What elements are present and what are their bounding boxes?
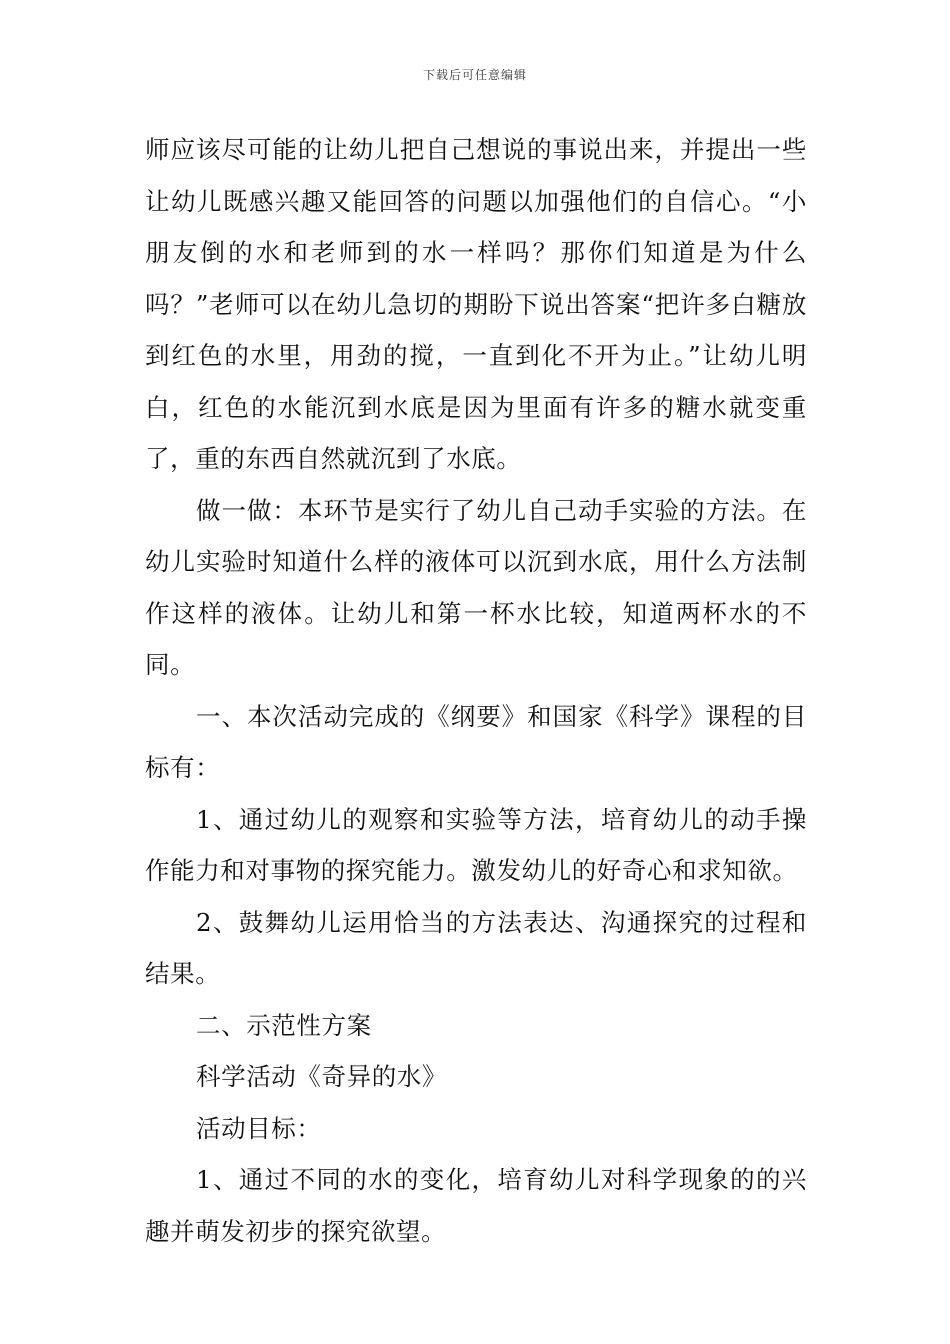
page-header-note: 下载后可任意编辑 [422, 68, 527, 82]
paragraph-continuation: 师应该尽可能的让幼儿把自己想说的事说出来，并提出一些让幼儿既感兴趣又能回答的问题以加强他们的自信心。“小朋友倒的水和老师到的水一样吗？那你们知道是为什么吗？”老师可以在幼儿急切的期盼下说出答案“把许多白糖放到红色的水里，用劲的搅，一直到化不开为止。”让幼儿明白，红色的水能沉到水底是因为里面有许多的糖水就变重了，重的东西自然就沉到了水底。 [145, 135, 807, 473]
paragraph-goal-1: 1、通过幼儿的观察和实验等方法，培育幼儿的动手操作能力和对事物的探究能力。激发幼儿的好奇心和求知欲。 [145, 804, 807, 885]
paragraph-activity-goals-label: 活动目标： [196, 1113, 322, 1143]
document-body [145, 124, 807, 1257]
paragraph-do-it: 做一做：本环节是实行了幼儿自己动手实验的方法。在幼儿实验时知道什么样的液体可以沉到水底，用什么方法制作这样的液体。让幼儿和第一杯水比较，知道两杯水的不同。 [145, 495, 807, 679]
paragraph-goal-2: 2、鼓舞幼儿运用恰当的方法表达、沟通探究的过程和结果。 [145, 907, 807, 988]
paragraph-activity-goal-1: 1、通过不同的水的变化，培育幼儿对科学现象的的兴趣并萌发初步的探究欲望。 [145, 1165, 807, 1246]
paragraph-section-two-heading: 二、示范性方案 [196, 1010, 372, 1040]
paragraph-section-one-heading: 一、本次活动完成的《纲要》和国家《科学》课程的目标有： [145, 701, 807, 782]
paragraph-activity-title: 科学活动《奇异的水》 [196, 1062, 447, 1091]
